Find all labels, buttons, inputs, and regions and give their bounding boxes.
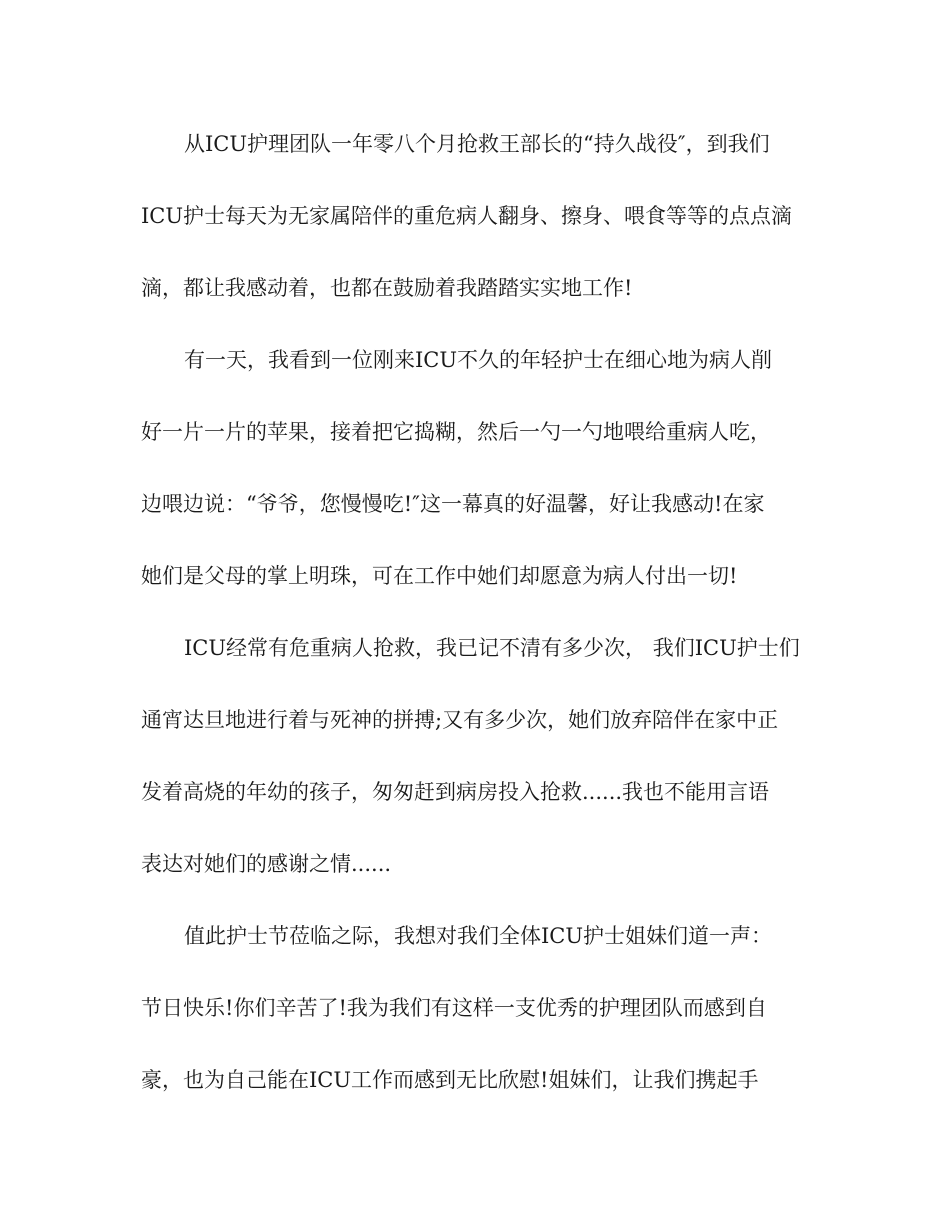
paragraph-2-line-3: 边喂边说：“爷爷，您慢慢吃!″这一幕真的好温馨，好让我感动!在家	[141, 492, 765, 516]
paragraph-4-line-3: 豪，也为自己能在ICU工作而感到无比欣慰!姐妹们，让我们携起手	[141, 1068, 759, 1092]
paragraph-1-line-3: 滴，都让我感动着，也都在鼓励着我踏踏实实地工作!	[141, 276, 633, 300]
paragraph-2-line-2: 好一片一片的苹果，接着把它捣糊，然后一勺一勺地喂给重病人吃，	[141, 420, 771, 444]
paragraph-4-line-1: 值此护士节莅临之际，我想对我们全体ICU护士姐妹们道一声：	[184, 924, 773, 948]
paragraph-3-line-3: 发着高烧的年幼的孩子，匆匆赶到病房投入抢救......我也不能用言语	[141, 780, 770, 804]
paragraph-2-line-4: 她们是父母的掌上明珠，可在工作中她们却愿意为病人付出一切!	[141, 564, 738, 588]
paragraph-1-line-1: 从ICU护理团队一年零八个月抢救王部长的“持久战役″，到我们	[184, 132, 770, 156]
paragraph-3-line-2: 通宵达旦地进行着与死神的拼搏;又有多少次，她们放弃陪伴在家中正	[141, 708, 779, 732]
paragraph-3-line-1: ICU经常有危重病人抢救，我已记不清有多少次， 我们ICU护士们	[184, 636, 800, 660]
paragraph-1-line-2: ICU护士每天为无家属陪伴的重危病人翻身、擦身、喂食等等的点点滴	[141, 204, 793, 228]
paragraph-3-line-4: 表达对她们的感谢之情......	[141, 852, 392, 876]
paragraph-4-line-2: 节日快乐!你们辛苦了!我为我们有这样一支优秀的护理团队而感到自	[141, 996, 767, 1020]
paragraph-2-line-1: 有一天，我看到一位刚来ICU不久的年轻护士在细心地为病人削	[184, 348, 773, 372]
